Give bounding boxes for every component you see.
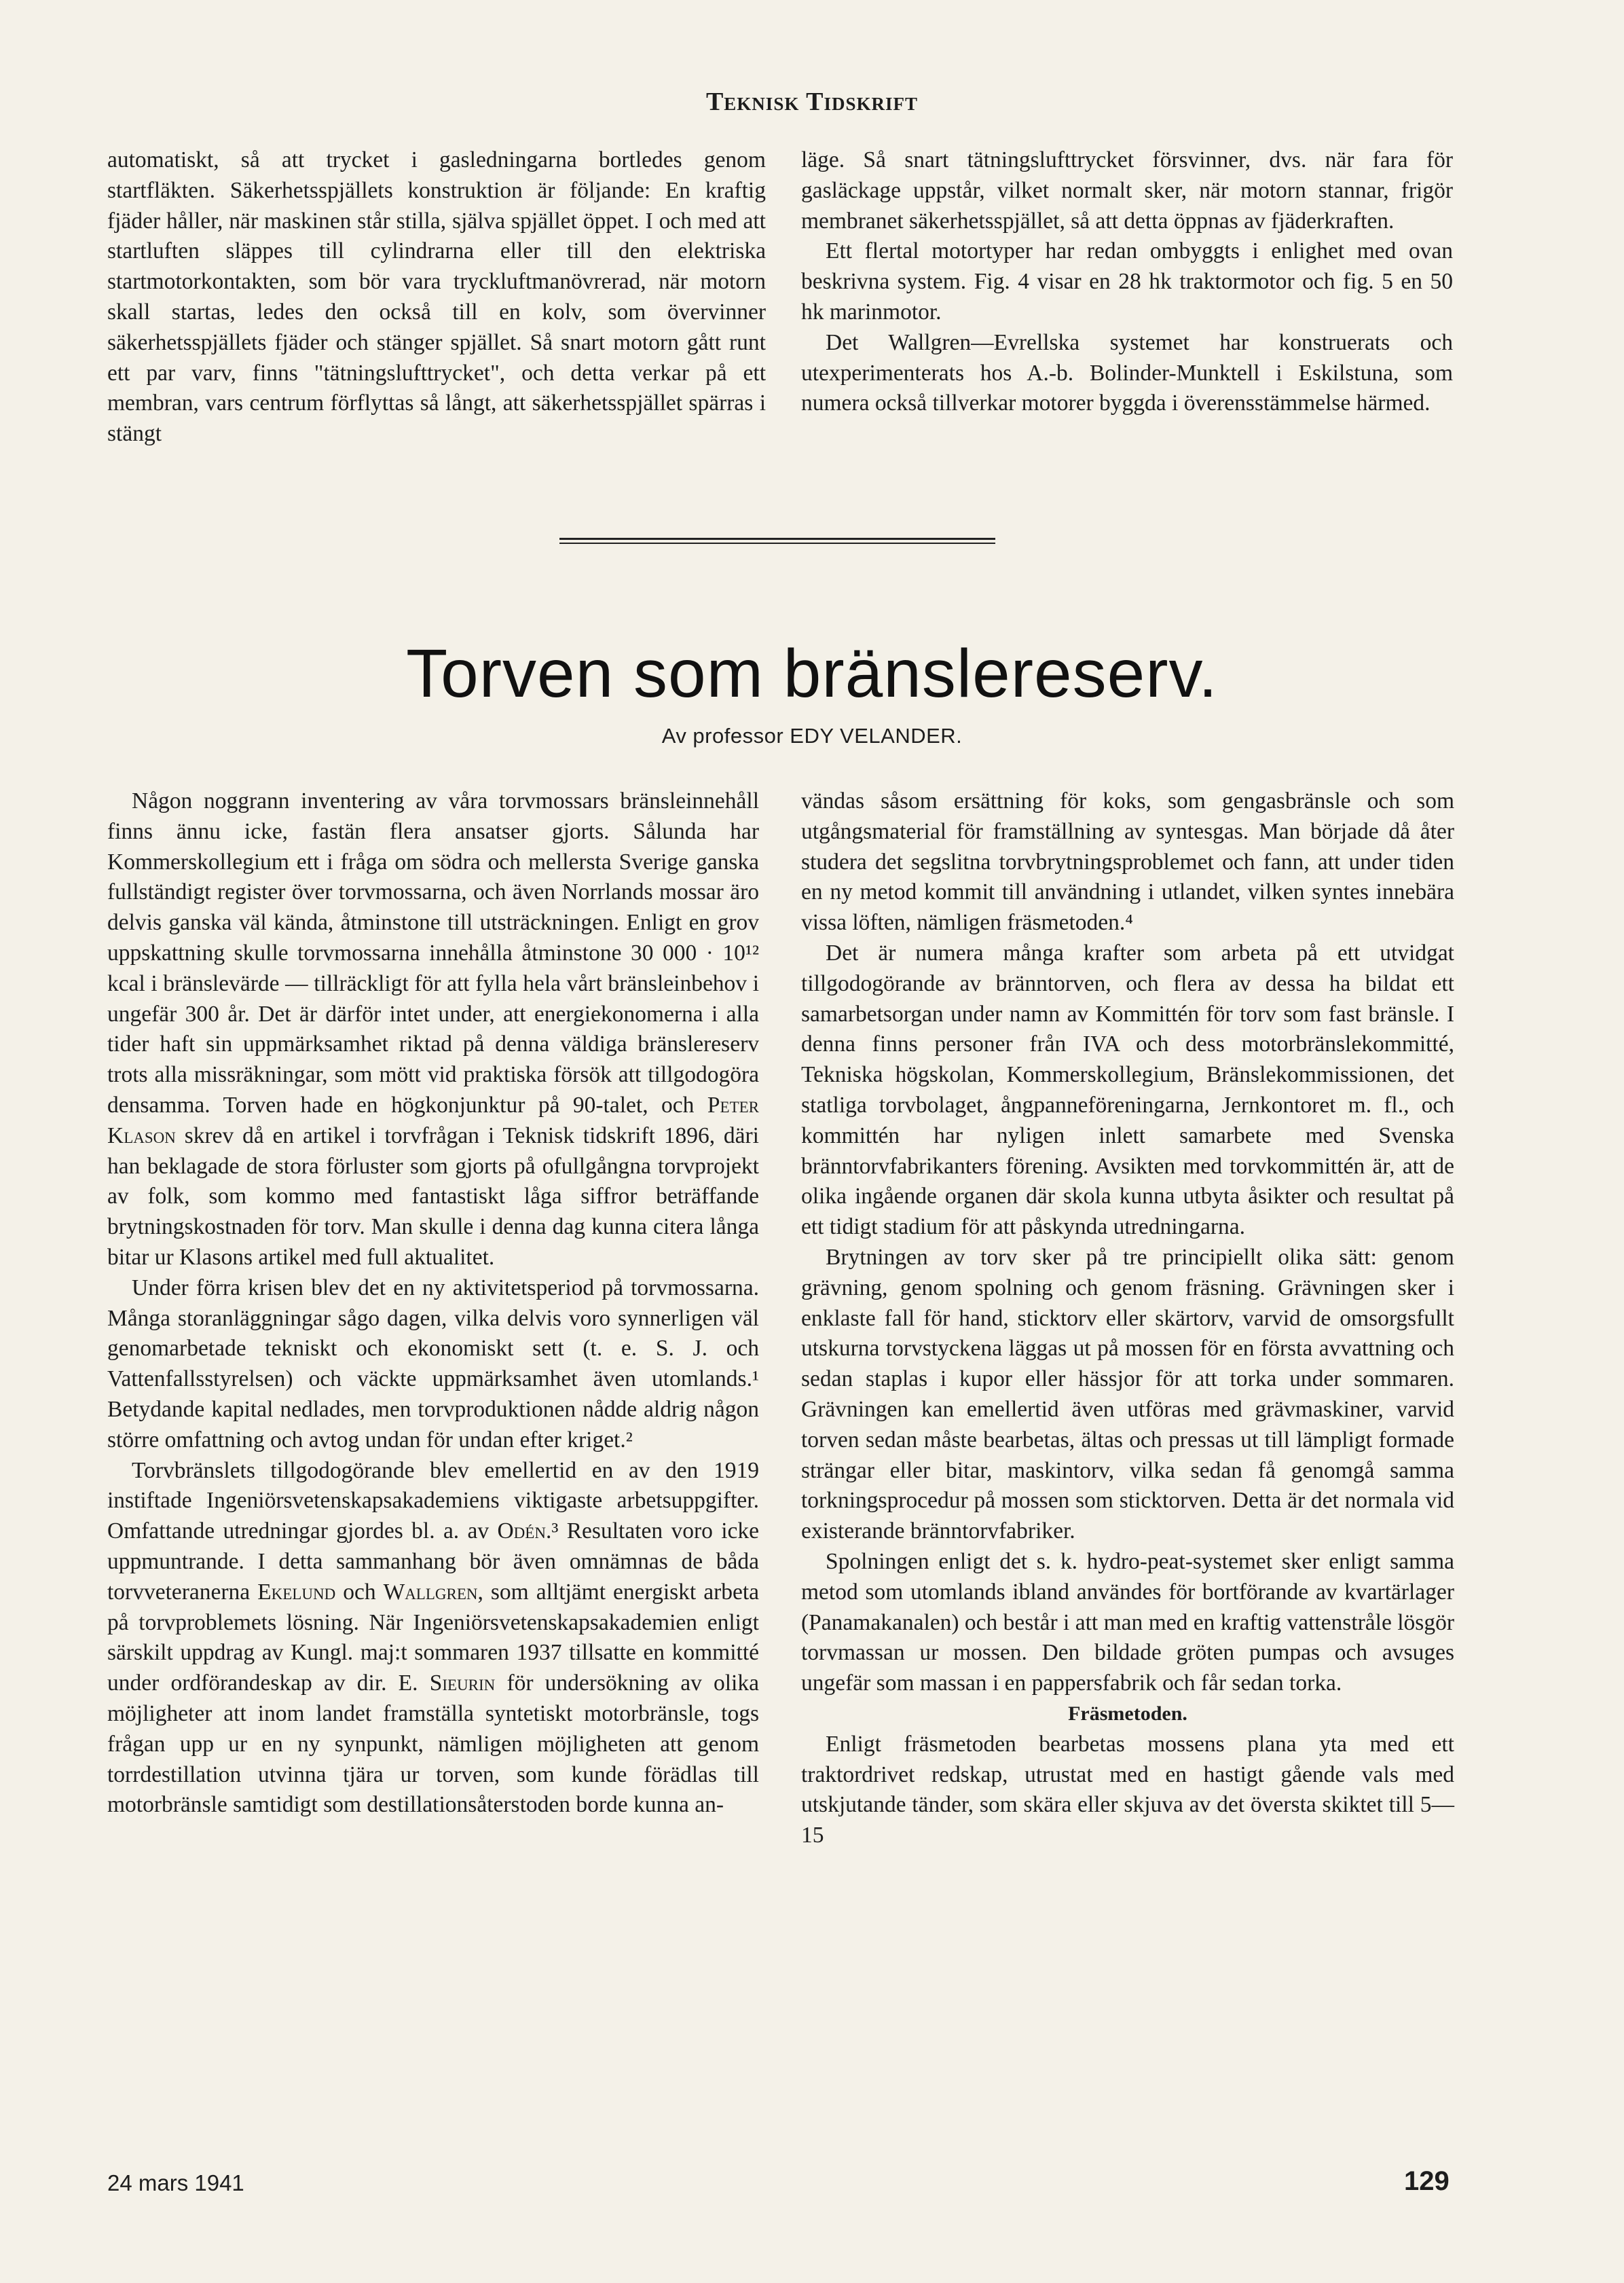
- author-name: Wallgren: [383, 1579, 478, 1605]
- paragraph: Ett flertal motortyper har redan ombyggts i enlighet med ovan beskrivna system. Fig. 4 visar en 28 hk traktormotor och fig. 5 en 50 hk marinmotor.: [801, 238, 1453, 325]
- paragraph: automatiskt, så att trycket i gasledningarna bortledes genom startfläkten. Säkerhetsspjällets konstruktion är följande: En kraftig fjäder håller, när maskinen står stilla, själva spjället öppet. I och med att startluften släppes till cylindrarna eller till den elektriska startmotorkontakten, som bör vara tryckluftmanövrerad, när motorn skall startas, ledes den också till en kolv, som övervinner säkerhetsspjällets fjäder och stänger spjället. Så snart motorn gått runt ett par varv, finns "tätningslufttrycket", och detta verkar på ett membran, vars centrum förflyttas så långt, att säkerhetsspjället spärras i stängt: [107, 147, 766, 447]
- section-subheading: Fräsmetoden.: [1068, 1702, 1187, 1725]
- article-right-column: [801, 786, 1454, 1851]
- paragraph: Spolningen enligt det s. k. hydro-peat-systemet sker enligt samma metod som utomlands ibland användes för bortförande av kvartärlager (Panamakanalen) och består i att man med en kraftig vattenstråle lösgör torvmassan ur mossen. Den bildade gröten pumpas och avsuges ungefär som massan i en pappersfabrik och får sedan torka.: [801, 1548, 1454, 1696]
- author-name: Odén: [497, 1518, 546, 1544]
- continued-article-right-column: [801, 145, 1453, 419]
- section-divider: [559, 538, 995, 544]
- article-left-column: [107, 786, 759, 1821]
- paragraph: läge. Så snart tätningslufttrycket försvinner, dvs. när fara för gasläckage uppstår, vilket normalt sker, när motorn stannar, frigör membranet säkerhetsspjället, så att detta öppnas av fjäderkraften.: [801, 147, 1453, 234]
- paragraph: Det är numera många krafter som arbeta på ett utvidgat tillgodogörande av bränntorven, och flera av dessa ha bildat ett samarbetsorgan under namn av Kommittén för torv som fast bränsle. I denna finns personer från IVA och dess motorbränslekommitté, Tekniska högskolan, Kommerskollegium, Bränslekommissionen, det statliga torvbolaget, ångpanneföreningarna, Jernkontoret m. fl., och kommittén har nyligen inlett samarbete med Svenska bränntorvfabrikanters förening. Avsikten med torvkommittén är, att de olika ingående organen där skola kunna utbyta åsikter och resultat på ett tidigt stadium för att påskynda utredningarna.: [801, 940, 1454, 1240]
- paragraph: Brytningen av torv sker på tre principiellt olika sätt: genom grävning, genom spolning och genom fräsning. Grävningen sker i enklaste fall för hand, sticktorv eller skärtorv, varvid de omsorgsfullt utskurna torvstyckena läggas ut på mossen för en första avvattning och sedan staplas i kupor eller hässjor för att torka under sommaren. Grävningen kan emellertid även utföras med grävmaskiner, varvid torven sedan måste bearbetas, ältas och pressas ut till lämpligt formade strängar eller bitar, maskintorv, vilka sedan få genomgå samma torkningsprocedur på mossen som sticktorven. Detta är det normala vid existerande bränntorvfabriker.: [801, 1244, 1454, 1544]
- author-name: Ekelund: [257, 1579, 336, 1605]
- paragraph: Enligt fräsmetoden bearbetas mossens plana yta med ett traktordrivet redskap, utrustat med en hastigt gående vals med utskjutande tänder, som skära eller skjuva av det översta skiktet till 5—15: [801, 1731, 1454, 1848]
- continued-article-left-column: [107, 145, 766, 450]
- author-name: Peter Klason: [107, 1092, 760, 1148]
- issue-date: 24 mars 1941: [107, 2170, 244, 2195]
- paragraph: Torvbränslets tillgodogörande blev emellertid en av den 1919 instiftade Ingeniörsvetenskapsakademiens viktigaste arbetsuppgifter. Omfattande utredningar gjordes bl. a. av Odén.³ Resultaten voro icke uppmuntrande. I detta sammanhang bör även omnämnas de båda torvveteranerna Ekelund och Wallgren, som alltjämt energiskt arbeta på torvproblemets lösning. När Ingeniörsvetenskapsakademien enligt särskilt uppdrag av Kungl. maj:t sommaren 1937 tillsatte en kommitté under ordförandeskap av dir. E. Sieurin för undersökning av olika möjligheter att inom landet framställa syntetiskt motorbränsle, togs frågan upp ur en ny synpunkt, nämligen möjligheten att genom torrdestillation utvinna tjära ur torven, som kunde förädlas till motorbränsle samtidigt som destillationsåterstoden borde kunna an-: [107, 1457, 760, 1818]
- paragraph: Det Wallgren—Evrellska systemet har konstruerats och utexperimenterats hos A.-b. Bolinder-Munktell i Eskilstuna, som numera också tillverkar motorer byggda i överensstämmelse härmed.: [801, 329, 1453, 416]
- article-title: Torven som bränslereserv.: [406, 636, 1218, 712]
- author-name: Sieurin: [429, 1670, 496, 1696]
- paragraph: Under förra krisen blev det en ny aktivitetsperiod på torvmossarna. Många storanläggningar sågo dagen, vilka delvis voro synnerligen väl genomarbetade tekniskt och ekonomiskt sett (t. e. S. J. och Vattenfallsstyrelsen) och väckte uppmärksamhet även utomlands.¹ Betydande kapital nedlades, men torvproduktionen nådde aldrig någon större omfattning och avtog undan för undan efter kriget.²: [107, 1275, 759, 1453]
- paragraph: Någon noggrann inventering av våra torvmossars bränsleinnehåll finns ännu icke, fastän flera ansatser gjorts. Sålunda har Kommerskollegium ett i fråga om södra och mellersta Sverige ganska fullständigt register över torvmossarna, och även Norrlands mossar äro delvis ganska väl kända, åtminstone till utsträckningen. Enligt en grov uppskattning skulle torvmossarna innehålla åtminstone 30 000 · 10¹² kcal i bränslevärde — tillräckligt för att fylla hela vårt bränsleinbehov i ungefär 300 år. Det är därför intet under, att energiekonomerna i alla tider haft sin uppmärksamhet riktad på denna väldiga bränslereserv trots alla missräkningar, som mött vid praktiska försök att tillgodogöra densamma. Torven hade en högkonjunktur på 90-talet, och Peter Klason skrev då en artikel i torvfrågan i Teknisk tidskrift 1896, däri han beklagade de stora förluster som gjorts på ofullgångna torvprojekt av folk, som kommo med fantastiskt låga siffror beträffande brytningskostnaden för torv. Man skulle i denna dag kunna citera långa bitar ur Klasons artikel med full aktualitet.: [107, 788, 760, 1270]
- page-number: 129: [1404, 2166, 1450, 2196]
- running-head: Teknisk Tidskrift: [705, 88, 919, 116]
- paragraph: vändas såsom ersättning för koks, som gengasbränsle och som utgångsmaterial för framställning av syntesgas. Man började då åter studera det segslitna torvbrytningsproblemet och fann, att under tiden en ny metod kommit till användning i utlandet, vilken syntes innebära vissa löften, nämligen fräsmetoden.⁴: [801, 788, 1454, 936]
- article-byline: Av professor EDY VELANDER.: [661, 724, 963, 748]
